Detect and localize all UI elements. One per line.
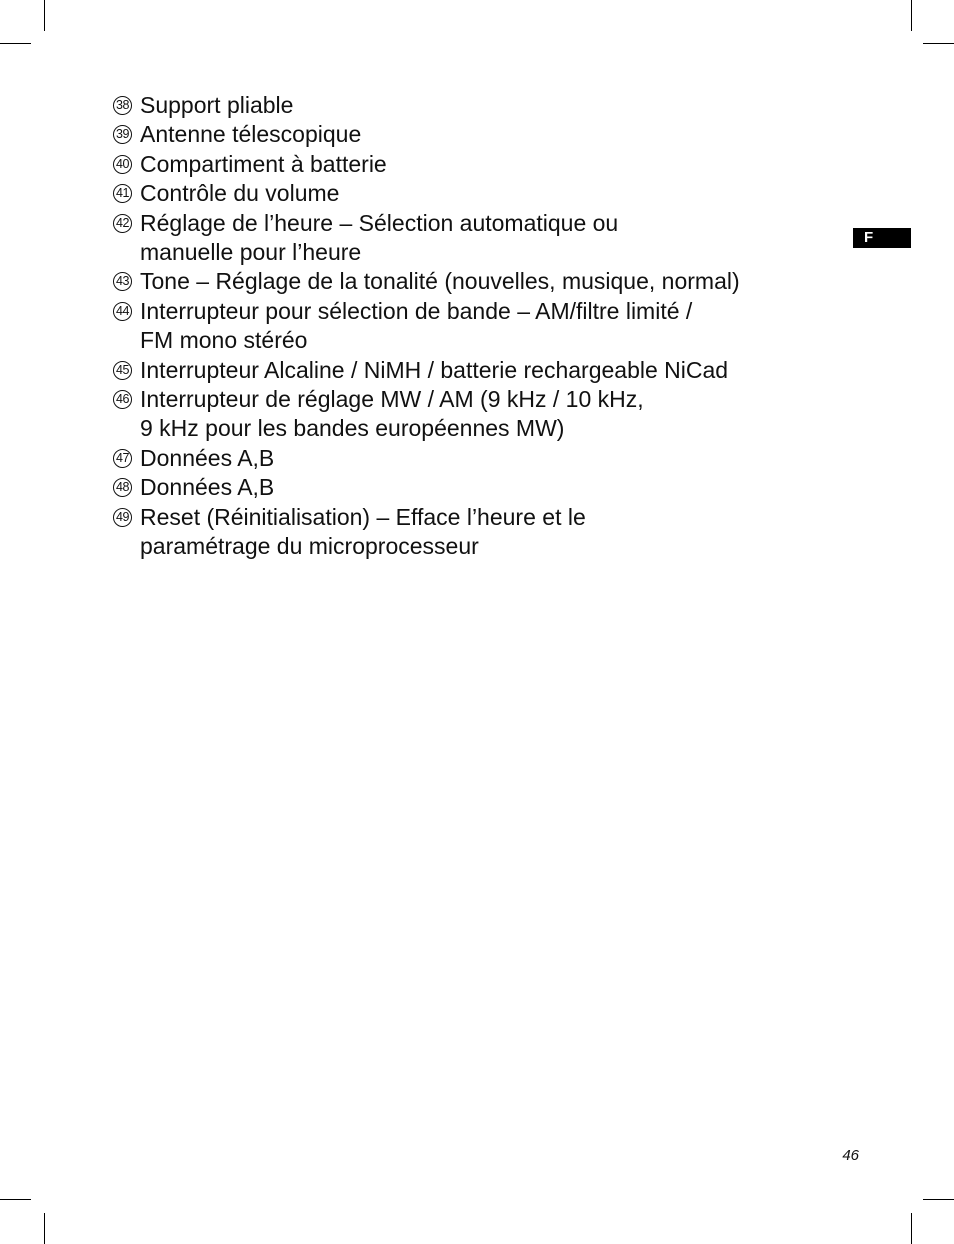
item-number-badge: 39 [113, 125, 132, 144]
item-text: Reset (Réinitialisation) – Efface l’heure et le paramétrage du microprocesseur [140, 503, 586, 560]
item-number-badge: 44 [113, 302, 132, 321]
item-text: Données A,B [140, 444, 275, 471]
item-text: Compartiment à batterie [140, 150, 387, 177]
crop-mark-bottom-right-vertical [911, 1213, 912, 1244]
item-number-badge: 42 [113, 214, 132, 233]
list-item [111, 209, 811, 268]
list-item [111, 503, 811, 562]
item-number-badge: 49 [113, 508, 132, 527]
item-text: Interrupteur pour sélection de bande – AM/filtre limité / FM mono stéréo [140, 297, 693, 354]
list-item [111, 150, 811, 179]
page-number: 46 [842, 1147, 859, 1164]
crop-mark-top-right-horizontal [923, 43, 954, 44]
item-number-badge: 46 [113, 390, 132, 409]
item-text: Antenne télescopique [140, 121, 362, 148]
parts-list [111, 91, 811, 562]
list-item [111, 385, 811, 444]
crop-mark-bottom-left-vertical [44, 1213, 45, 1244]
item-text: Interrupteur de réglage MW / AM (9 kHz / 10 kHz, 9 kHz pour les bandes européennes MW) [140, 386, 644, 442]
item-text: Tone – Réglage de la tonalité (nouvelles, musique, normal) [140, 268, 740, 295]
list-item [111, 356, 811, 385]
item-text: Données A,B [140, 474, 275, 501]
crop-mark-bottom-right-horizontal [923, 1199, 954, 1200]
crop-mark-top-left-horizontal [0, 43, 31, 44]
list-item [111, 473, 811, 502]
item-number-badge: 47 [113, 449, 132, 468]
language-tab: F [853, 228, 911, 248]
item-number-badge: 48 [113, 478, 132, 497]
crop-mark-top-left-vertical [44, 0, 45, 31]
item-number-badge: 40 [113, 155, 132, 174]
list-item [111, 267, 811, 296]
item-text: Réglage de l’heure – Sélection automatique ou manuelle pour l’heure [140, 209, 619, 266]
item-text: Interrupteur Alcaline / NiMH / batterie rechargeable NiCad [140, 356, 729, 383]
item-text: Contrôle du volume [140, 180, 340, 207]
list-item [111, 297, 811, 356]
list-item [111, 91, 811, 120]
crop-mark-top-right-vertical [911, 0, 912, 31]
list-item [111, 179, 811, 208]
item-number-badge: 41 [113, 184, 132, 203]
item-number-badge: 45 [113, 361, 132, 380]
list-item [111, 444, 811, 473]
crop-mark-bottom-left-horizontal [0, 1199, 31, 1200]
item-text: Support pliable [140, 92, 294, 118]
item-number-badge: 38 [113, 96, 132, 115]
item-number-badge: 43 [113, 272, 132, 291]
list-item [111, 120, 811, 149]
